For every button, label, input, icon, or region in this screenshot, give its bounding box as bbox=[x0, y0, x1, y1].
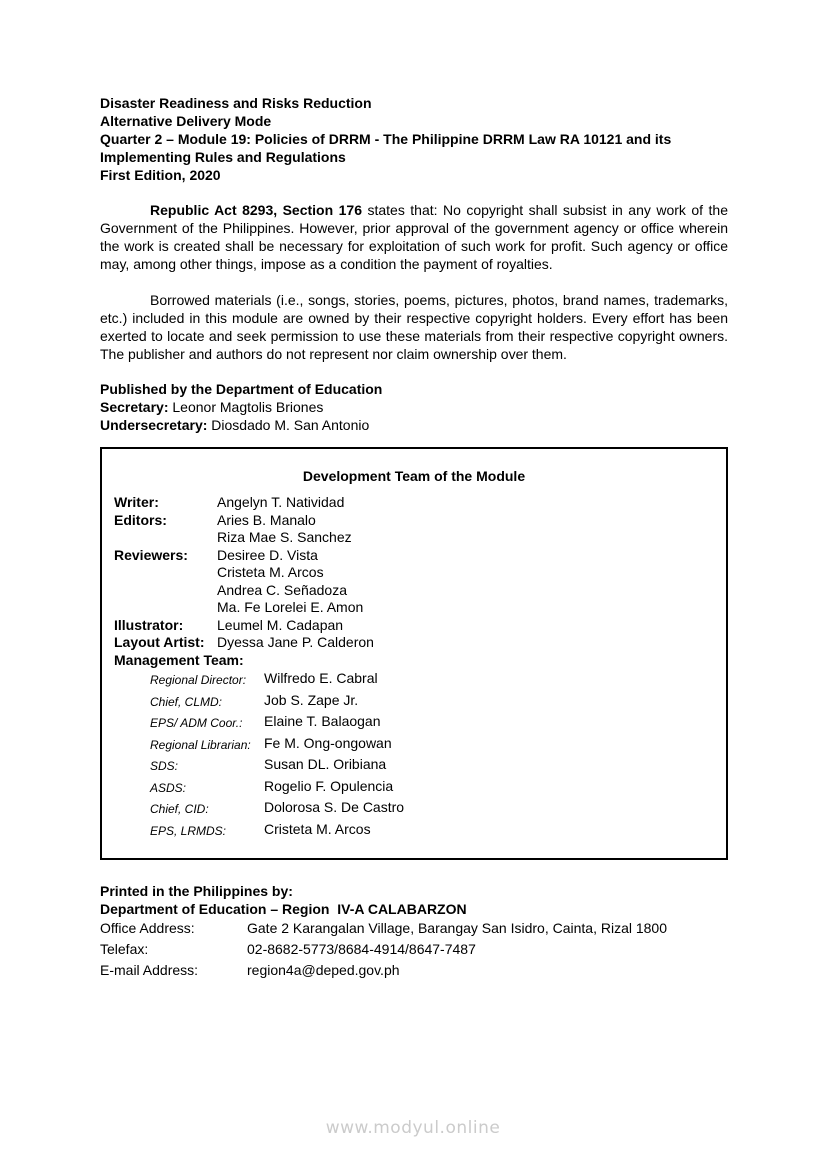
publisher-block bbox=[100, 380, 728, 434]
printed-in-line: Printed in the Philippines by: bbox=[100, 883, 293, 899]
mgmt-row-sds bbox=[150, 755, 714, 777]
secretary-name: Leonor Magtolis Briones bbox=[168, 399, 324, 415]
page-content bbox=[100, 94, 728, 981]
person-name: Cristeta M. Arcos bbox=[264, 820, 371, 837]
person-name: Elaine T. Balaogan bbox=[264, 713, 381, 729]
telefax-row bbox=[100, 939, 728, 960]
mgmt-role-label: Chief, CID: bbox=[150, 802, 209, 816]
role-label: Layout Artist: bbox=[114, 634, 205, 650]
role-label: Editors: bbox=[114, 511, 167, 528]
mgmt-role-label: Chief, CLMD: bbox=[150, 694, 223, 709]
person-name: Ma. Fe Lorelei E. Amon bbox=[217, 599, 364, 615]
mgmt-row-chief-cid bbox=[150, 798, 714, 820]
office-address-value: Gate 2 Karangalan Village, Barangay San Isidro, Cainta, Rizal 1800 bbox=[247, 920, 668, 936]
mgmt-row-regional-director bbox=[150, 669, 714, 691]
management-team-label: Management Team: bbox=[114, 651, 244, 668]
mgmt-role-label: EPS/ ADM Coor.: bbox=[150, 716, 243, 730]
person-name: Job S. Zape Jr. bbox=[264, 691, 359, 708]
role-label bbox=[114, 529, 217, 547]
role-label: Writer: bbox=[114, 494, 159, 510]
module-edition: First Edition, 2020 bbox=[100, 167, 221, 183]
dev-team-row-writer bbox=[114, 494, 714, 512]
mgmt-role-label: SDS: bbox=[150, 759, 179, 773]
printed-by-block bbox=[100, 882, 728, 981]
mgmt-row-eps-lrmds bbox=[150, 820, 714, 842]
person-name: Wilfredo E. Cabral bbox=[264, 670, 378, 686]
mgmt-role-label: ASDS: bbox=[150, 780, 187, 795]
published-by-line: Published by the Department of Education bbox=[100, 381, 383, 397]
mgmt-row-chief-clmd bbox=[150, 691, 714, 713]
person-name: Rogelio F. Opulencia bbox=[264, 777, 394, 794]
dev-team-row-editors-2 bbox=[114, 529, 714, 547]
person-name: Dyessa Jane P. Calderon bbox=[217, 634, 374, 650]
copyright-paragraph-1-text: states that: No copyright shall subsist in any work of the Government of the Philippines. However, prior approval of the government agency or office wherein the work is created shall be necessary for exploitation of such work for profit. Such agency or office may, among other things, impose as a condition the payment of royalties. bbox=[100, 202, 728, 272]
mgmt-row-asds bbox=[150, 777, 714, 799]
person-name: Dolorosa S. De Castro bbox=[264, 799, 405, 815]
person-name: Aries B. Manalo bbox=[217, 511, 316, 528]
telefax-label: Telefax: bbox=[100, 941, 149, 957]
role-label bbox=[114, 582, 217, 600]
email-label: E-mail Address: bbox=[100, 962, 199, 978]
role-label: Illustrator: bbox=[114, 616, 184, 633]
mgmt-role-label: Regional Librarian: bbox=[150, 737, 251, 752]
module-header bbox=[100, 94, 728, 184]
office-address-label: Office Address: bbox=[100, 920, 195, 936]
dev-team-row-reviewers bbox=[114, 547, 714, 565]
module-subject-title: Disaster Readiness and Risks Reduction bbox=[100, 95, 372, 111]
office-address-row bbox=[100, 918, 728, 939]
mgmt-row-regional-librarian bbox=[150, 734, 714, 756]
mgmt-row-eps-adm-coor bbox=[150, 712, 714, 734]
module-quarter-title: Quarter 2 – Module 19: Policies of DRRM - The Philippine DRRM Law RA 10121 and its Implementing Rules and Regulations bbox=[100, 131, 672, 165]
development-team-title: Development Team of the Module bbox=[302, 468, 526, 484]
role-label: Reviewers: bbox=[114, 546, 188, 563]
republic-act-reference: Republic Act 8293, Section 176 bbox=[150, 202, 362, 218]
dev-team-row-editors bbox=[114, 512, 714, 530]
undersecretary-line bbox=[100, 416, 728, 434]
role-label bbox=[114, 599, 217, 617]
dev-team-row-layout-artist bbox=[114, 634, 714, 652]
undersecretary-name: Diosdado M. San Antonio bbox=[207, 417, 370, 433]
printing-office-line: Department of Education – Region IV-A CALABARZON bbox=[100, 901, 467, 917]
development-team-box bbox=[100, 447, 728, 860]
person-name: Andrea C. Señadoza bbox=[217, 581, 347, 598]
role-label bbox=[114, 564, 217, 582]
dev-team-row-illustrator bbox=[114, 617, 714, 635]
module-delivery-mode: Alternative Delivery Mode bbox=[100, 113, 272, 129]
dev-team-row-reviewers-2 bbox=[114, 564, 714, 582]
person-name: Desiree D. Vista bbox=[217, 546, 318, 563]
secretary-label: Secretary: bbox=[100, 399, 169, 415]
copyright-paragraph-2: Borrowed materials (i.e., songs, stories, poems, pictures, photos, brand names, trademarks, etc.) included in this module are owned by their respective copyright holders. Every effort has been exerted to locate and seek permission to use these materials from their respective copyright owners. The publisher and authors do not represent nor claim ownership over them. bbox=[100, 292, 728, 362]
mgmt-role-label: Regional Director: bbox=[150, 673, 247, 687]
person-name: Riza Mae S. Sanchez bbox=[217, 529, 352, 545]
dev-team-row-reviewers-4 bbox=[114, 599, 714, 617]
telefax-value: 02-8682-5773/8684-4914/8647-7487 bbox=[247, 941, 476, 957]
site-watermark: www.modyul.online bbox=[325, 1118, 501, 1138]
person-name: Leumel M. Cadapan bbox=[217, 616, 344, 633]
copyright-paragraph-1 bbox=[100, 201, 728, 273]
email-value: region4a@deped.gov.ph bbox=[247, 962, 400, 978]
secretary-line bbox=[100, 398, 728, 416]
person-name: Cristeta M. Arcos bbox=[217, 564, 324, 580]
undersecretary-label: Undersecretary: bbox=[100, 417, 208, 433]
person-name: Angelyn T. Natividad bbox=[217, 494, 345, 510]
person-name: Susan DL. Oribiana bbox=[264, 756, 387, 772]
person-name: Fe M. Ong-ongowan bbox=[264, 734, 392, 751]
mgmt-role-label: EPS, LRMDS: bbox=[150, 823, 227, 838]
email-row bbox=[100, 960, 728, 981]
dev-team-row-reviewers-3 bbox=[114, 582, 714, 600]
